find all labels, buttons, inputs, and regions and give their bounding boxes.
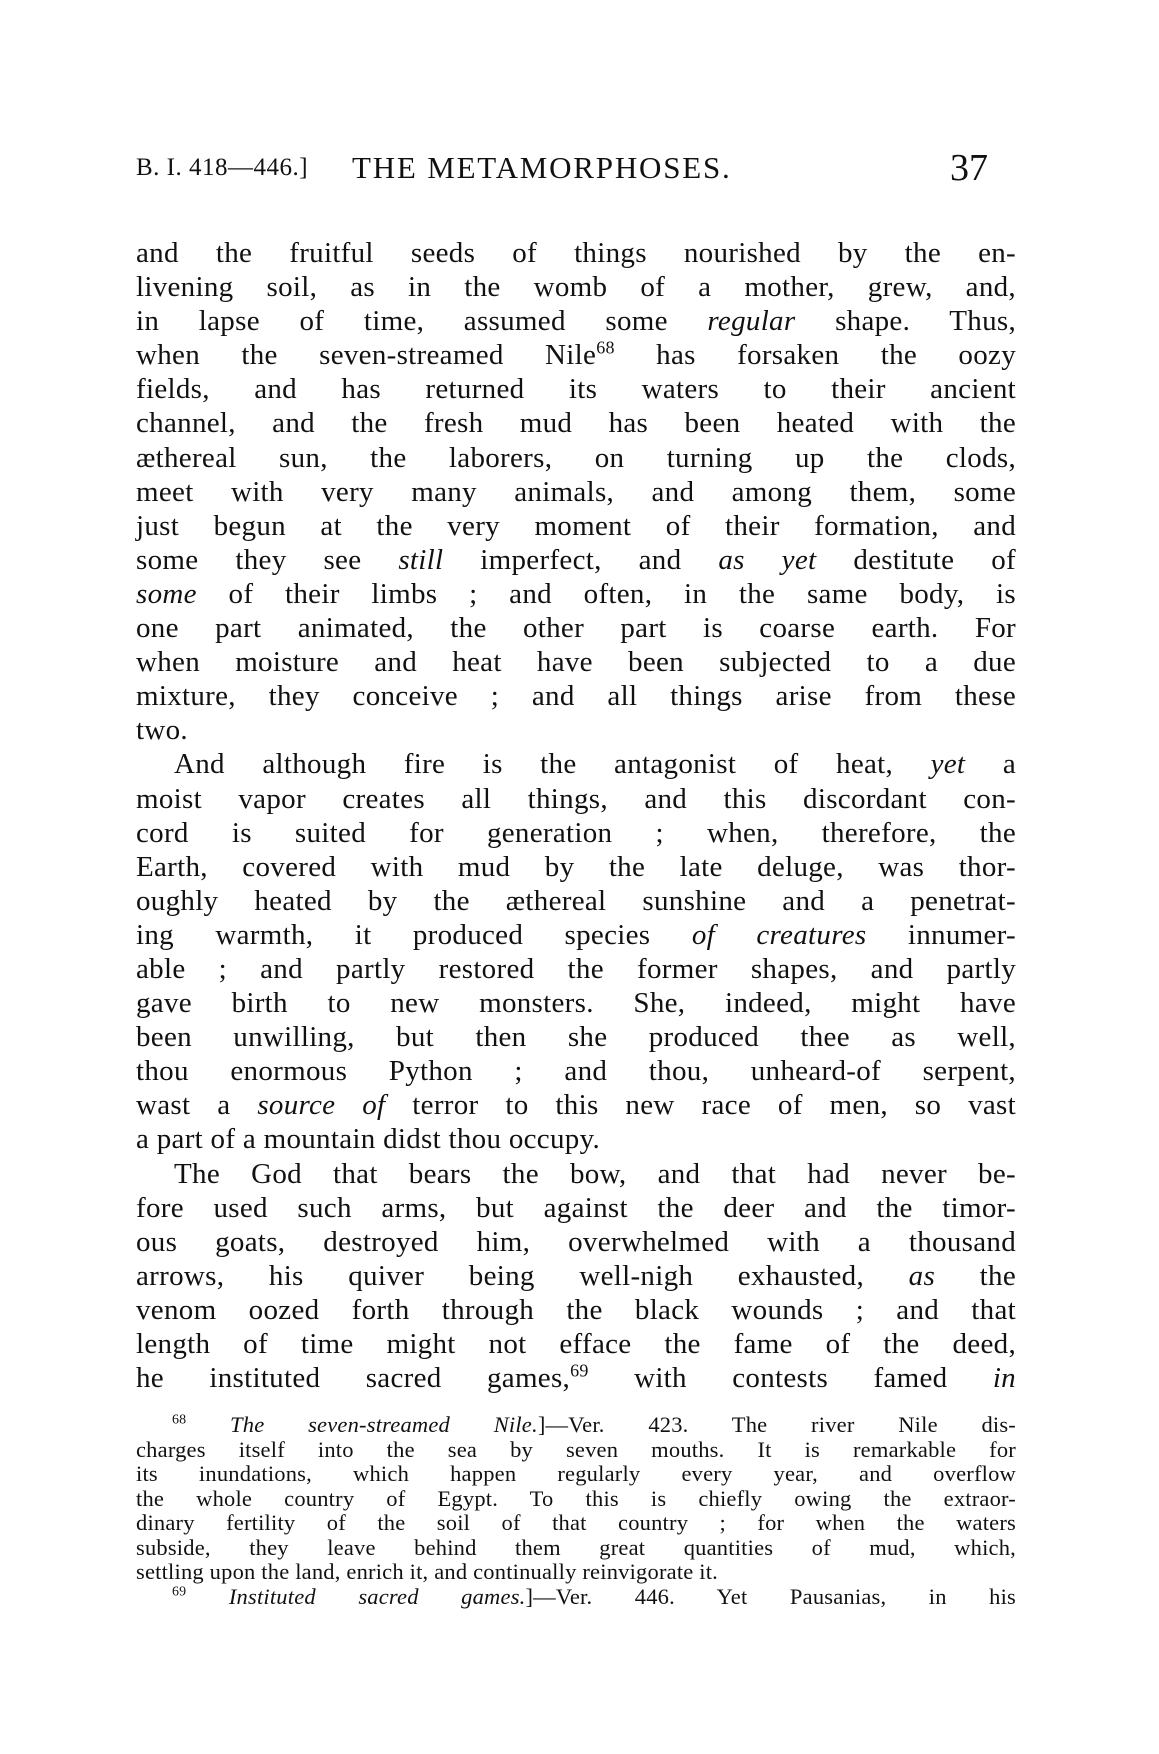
text-line: fields, and has returned its waters to their ancient	[136, 373, 1016, 406]
text-line: gave birth to new monsters. She, indeed, might have	[136, 987, 1016, 1020]
text-line: æthereal sun, the laborers, on turning up the clods,	[136, 441, 1016, 474]
text-line	[136, 1413, 1016, 1438]
text-run: innumer-	[866, 918, 1016, 951]
text-run: some they see	[136, 543, 399, 576]
text-line: channel, and the fresh mud has been heated with the	[136, 407, 1016, 440]
text-line: a part of a mountain didst thou occupy.	[136, 1123, 601, 1156]
text-line: moist vapor creates all things, and this discordant con-	[136, 782, 1016, 815]
text-run: imperfect, and	[443, 543, 719, 576]
main-text	[136, 236, 1016, 1395]
text-run: And although fire is the antagonist of heat,	[174, 748, 931, 781]
text-line: been unwilling, but then she produced thee as well,	[136, 1021, 1016, 1054]
italic-text: as yet	[718, 543, 817, 576]
text-line: dinary fertility of the soil of that country ; for when the waters	[136, 1510, 1016, 1535]
text-run: terror to this new race of men, so vast	[385, 1089, 1016, 1122]
running-title: THE METAMORPHOSES.	[352, 150, 732, 185]
text-line: and the fruitful seeds of things nourished by the en-	[136, 237, 1016, 269]
text-run: ]—Ver. 446. Yet Pausanias, in his	[525, 1583, 1017, 1609]
italic-text: Instituted sacred games.	[228, 1583, 526, 1609]
text-run: wast a	[136, 1089, 258, 1122]
text-run: in lapse of time, assumed some	[136, 305, 708, 338]
text-line: subside, they leave behind them great quantities of mud, which,	[136, 1534, 1016, 1560]
text-line: Earth, covered with mud by the late deluge, was thor-	[136, 850, 1016, 883]
paragraph-2	[136, 747, 1016, 1156]
text-line: the whole country of Egypt. To this is chiefly owing the extraor-	[136, 1485, 1016, 1511]
text-run: ing warmth, it produced species	[136, 918, 692, 951]
text-line: just begun at the very moment of their formation, and	[136, 509, 1016, 542]
paragraph-1	[136, 236, 1016, 747]
text-line	[136, 577, 1016, 611]
page-number: 37	[950, 147, 988, 189]
footnote-68	[136, 1413, 1016, 1585]
text-line	[136, 918, 1016, 952]
text-line: meet with very many animals, and among them, some	[136, 475, 1016, 508]
italic-text: source of	[257, 1089, 386, 1122]
italic-text: of creatures	[691, 918, 867, 951]
text-line: fore used such arms, but against the deer and the timor-	[136, 1191, 1016, 1224]
section-reference: B. I. 418—446.]	[136, 154, 309, 181]
text-line	[136, 1259, 1016, 1293]
text-line: mixture, they conceive ; and all things arise from these	[136, 680, 1016, 713]
text-line: venom oozed forth through the black wounds ; and that	[136, 1293, 1016, 1326]
text-run: destitute of	[816, 543, 1016, 576]
text-line: ous goats, destroyed him, overwhelmed with a thousand	[136, 1225, 1016, 1258]
text-run: the	[935, 1259, 1016, 1292]
italic-text: regular	[707, 305, 796, 338]
text-run: of their limbs ; and often, in the same body, is	[196, 577, 1016, 610]
text-line	[136, 747, 1016, 781]
text-line: length of time might not efface the fame of the deed,	[136, 1328, 1016, 1360]
text-line: The God that bears the bow, and that had never be-	[174, 1157, 1016, 1190]
text-line: livening soil, as in the womb of a mother, grew, and,	[136, 271, 1016, 304]
italic-text: some	[136, 577, 197, 610]
text-run: has forsaken the oozy	[614, 339, 1016, 372]
text-run: arrows, his quiver being well-nigh exhausted,	[136, 1259, 909, 1292]
text-line	[136, 543, 1016, 577]
text-line: charges itself into the sea by seven mouths. It is remarkable for	[136, 1436, 1016, 1462]
italic-text: as	[908, 1259, 936, 1292]
text-line: thou enormous Python ; and thou, unheard-of serpent,	[136, 1055, 1016, 1088]
text-line	[136, 304, 1016, 338]
footnote-marker: 69	[172, 1584, 187, 1599]
paragraph-3	[136, 1157, 1016, 1396]
text-line	[136, 1585, 1016, 1610]
text-run: when the seven-streamed Nile	[136, 339, 597, 372]
text-line: oughly heated by the æthereal sunshine and a penetrat-	[136, 884, 1016, 917]
text-line: cord is suited for generation ; when, therefore, the	[136, 816, 1016, 849]
text-run: with contests famed	[588, 1362, 993, 1395]
footnote-marker: 68	[172, 1412, 187, 1428]
text-line: two.	[136, 714, 188, 747]
footnote-69	[136, 1585, 1016, 1610]
text-run: he instituted sacred games,	[136, 1362, 571, 1395]
italic-text: in	[992, 1362, 1016, 1395]
footnotes	[136, 1413, 1016, 1609]
text-line	[136, 338, 1016, 372]
running-head	[136, 147, 1016, 210]
text-line: one part animated, the other part is coarse earth. For	[136, 612, 1016, 645]
footnote-ref-69: 69	[570, 1360, 589, 1381]
italic-text: still	[398, 543, 444, 576]
text-run: ]—Ver. 423. The river Nile dis-	[537, 1412, 1016, 1437]
text-line: able ; and partly restored the former shapes, and partly	[136, 952, 1016, 985]
text-line: its inundations, which happen regularly every year, and overflow	[136, 1461, 1016, 1486]
text-line	[136, 1361, 1016, 1395]
text-run: a	[965, 748, 1016, 781]
text-line: when moisture and heat have been subjected to a due	[136, 646, 1016, 679]
italic-text: The seven-streamed Nile.	[230, 1412, 538, 1437]
italic-text: yet	[930, 748, 966, 781]
text-line	[136, 1088, 1016, 1122]
footnote-ref-68: 68	[596, 337, 615, 358]
text-run: shape. Thus,	[795, 305, 1017, 338]
text-line: settling upon the land, enrich it, and continually reinvigorate it.	[136, 1559, 719, 1584]
